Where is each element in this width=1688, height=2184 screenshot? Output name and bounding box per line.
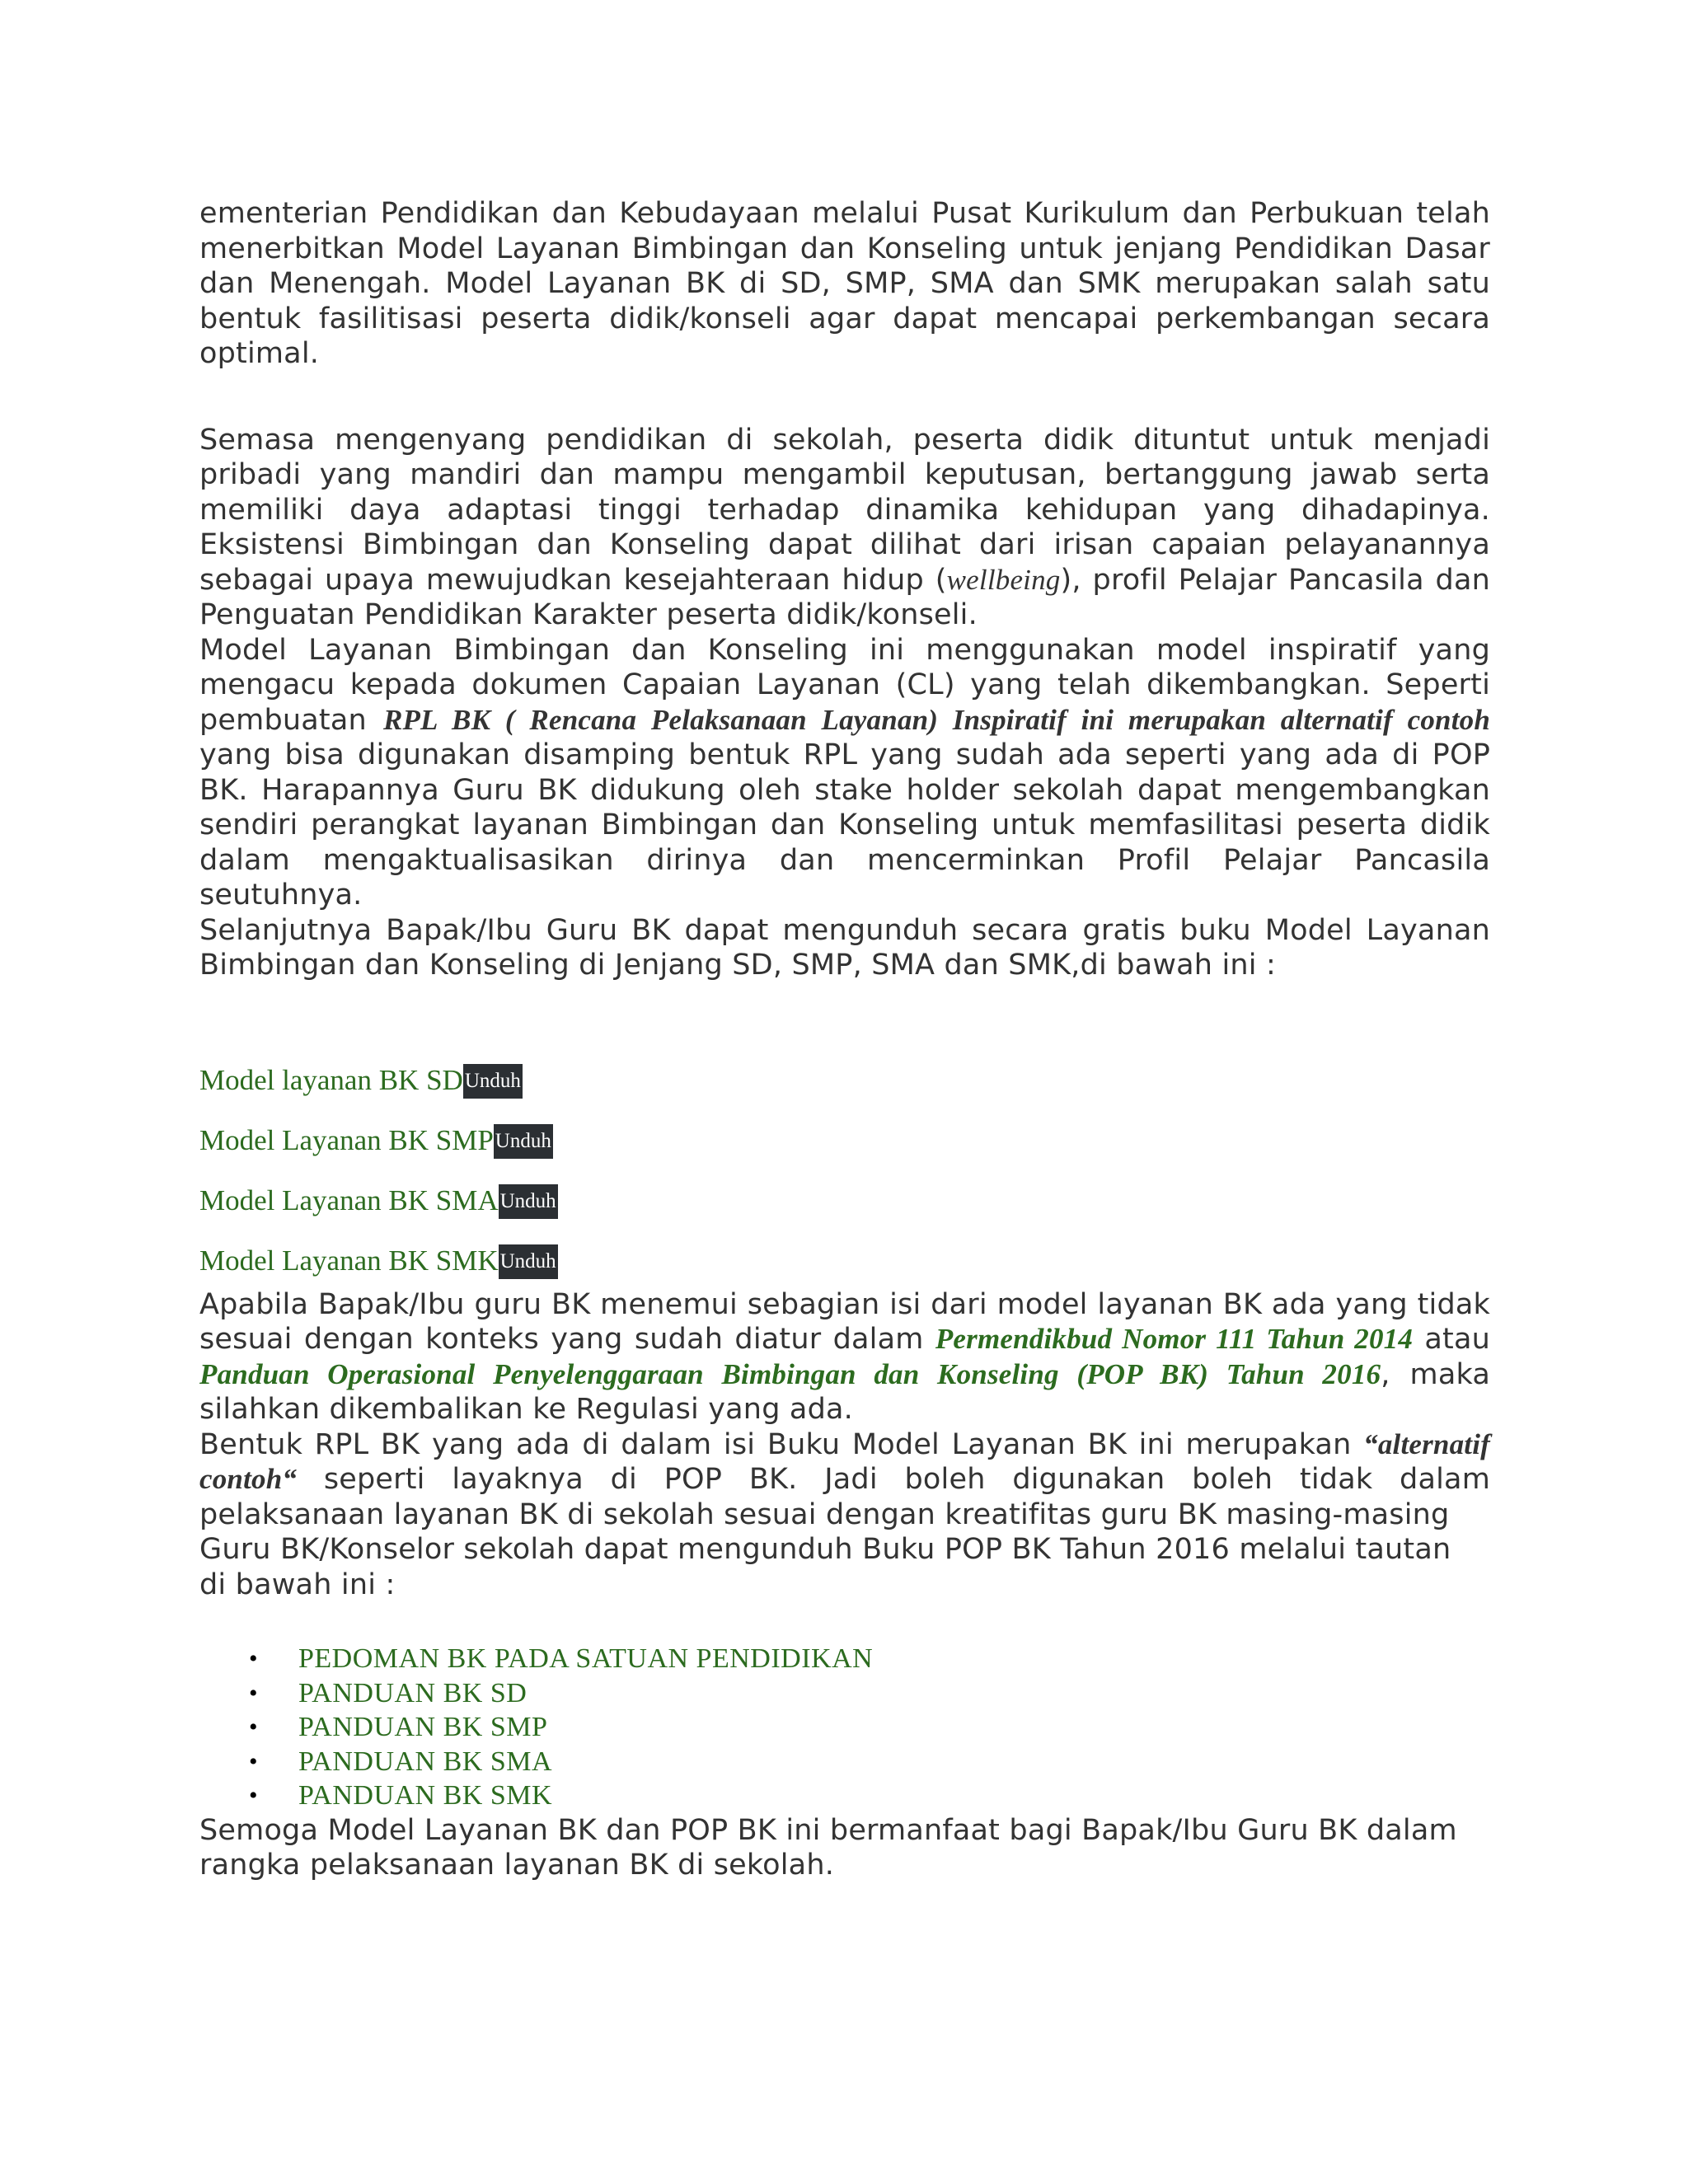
- article-body: [199, 196, 1490, 1883]
- download-link-sma[interactable]: Model Layanan BK SMA: [199, 1183, 499, 1216]
- pop-bk-link[interactable]: Panduan Operasional Penyelenggaraan Bimbingan dan Konseling (POP BK) Tahun 2016: [199, 1357, 1381, 1390]
- unduh-button-sd[interactable]: Unduh: [463, 1064, 523, 1099]
- link-panduan-smk[interactable]: PANDUAN BK SMK: [298, 1780, 553, 1811]
- paragraph-bentuk-rpl: Bentuk RPL BK yang ada di dalam isi Buku Model Layanan BK ini merupakan “alternatif contoh“ seperti layaknya di POP BK. Jadi boleh digunakan boleh tidak dalam pelaksanaan layanan BK di sekolah sesuai dengan kreatifitas guru BK masing-masing: [199, 1427, 1490, 1531]
- unduh-button-smk[interactable]: Unduh: [499, 1244, 558, 1279]
- bullet-icon: •: [249, 1747, 259, 1775]
- link-panduan-smp[interactable]: PANDUAN BK SMP: [298, 1712, 548, 1742]
- bullet-icon: •: [249, 1782, 259, 1809]
- download-item-sma: [199, 1183, 1490, 1219]
- paragraph-model-layanan: Model Layanan Bimbingan dan Konseling ini menggunakan model inspiratif yang mengacu kepada dokumen Capaian Layanan (CL) yang telah dikembangkan. Seperti pembuatan RPL BK ( Rencana Pelaksanaan Layanan) Inspiratif ini merupakan alternatif contoh yang bisa digunakan disamping bentuk RPL yang sudah ada seperti yang ada di POP BK. Harapannya Guru BK didukung oleh stake holder sekolah dapat mengembangkan sendiri perangkat layanan Bimbingan dan Konseling untuk memfasilitasi peserta didik dalam mengaktualisasikan dirinya dan mencerminkan Profil Pelajar Pancasila seutuhnya.: [199, 633, 1490, 912]
- closing-paragraph: Semoga Model Layanan BK dan POP BK ini bermanfaat bagi Bapak/Ibu Guru BK dalam rangka pelaksanaan layanan BK di sekolah.: [199, 1813, 1457, 1882]
- rpl-emphasis: RPL BK ( Rencana Pelaksanaan Layanan) Inspiratif ini merupakan alternatif contoh: [382, 703, 1490, 736]
- intro-paragraph: ementerian Pendidikan dan Kebudayaan melalui Pusat Kurikulum dan Perbukuan telah menerbitkan Model Layanan Bimbingan dan Konseling untuk jenjang Pendidikan Dasar dan Menengah. Model Layanan BK di SD, SMP, SMA dan SMK merupakan salah satu bentuk fasilitisasi peserta didik/konseli agar dapat mencapai perkembangan secara optimal.: [199, 197, 1490, 370]
- list-item: [199, 1745, 1490, 1779]
- list-item: [199, 1642, 1490, 1676]
- paragraph-semasa: Semasa mengenyang pendidikan di sekolah, peserta didik dituntut untuk menjadi pribadi yang mandiri dan mampu mengambil keputusan, bertanggung jawab serta memiliki daya adaptasi tinggi terhadap dinamika kehidupan yang dihadapinya. Eksistensi Bimbingan dan Konseling dapat dilihat dari irisan capaian pelayanannya sebagai upaya mewujudkan kesejahteraan hidup (wellbeing), profil Pelajar Pancasila dan Penguatan Pendidikan Karakter peserta didik/konseli.: [199, 423, 1491, 631]
- link-panduan-sma[interactable]: PANDUAN BK SMA: [298, 1746, 553, 1777]
- bullet-icon: •: [249, 1713, 259, 1741]
- bullet-icon: •: [249, 1645, 259, 1672]
- download-item-smp: [199, 1122, 1490, 1159]
- download-item-sd: [199, 1062, 1490, 1099]
- alternatif-contoh-emphasis: “alternatif contoh“: [199, 1427, 1490, 1495]
- unduh-button-sma[interactable]: Unduh: [499, 1184, 558, 1219]
- bullet-icon: •: [249, 1679, 259, 1707]
- download-list: [199, 1062, 1490, 1279]
- unduh-button-smp[interactable]: Unduh: [494, 1124, 553, 1159]
- download-link-smp[interactable]: Model Layanan BK SMP: [199, 1123, 494, 1156]
- list-item: [199, 1676, 1490, 1711]
- paragraph-selanjutnya: Selanjutnya Bapak/Ibu Guru BK dapat mengunduh secara gratis buku Model Layanan Bimbingan dan Konseling di Jenjang SD, SMP, SMA dan SMK,di bawah ini :: [199, 913, 1490, 982]
- list-item: [199, 1779, 1490, 1813]
- paragraph-apabila: Apabila Bapak/Ibu guru BK menemui sebagian isi dari model layanan BK ada yang tidak sesuai dengan konteks yang sudah diatur dalam Permendikbud Nomor 111 Tahun 2014 atau Panduan Operasional Penyelenggaraan Bimbingan dan Konseling (POP BK) Tahun 2016, maka silahkan dikembalikan ke Regulasi yang ada.: [199, 1287, 1490, 1426]
- paragraph-guru-bk: Guru BK/Konselor sekolah dapat mengunduh Buku POP BK Tahun 2016 melalui tautan di bawah ini :: [199, 1533, 1451, 1601]
- download-link-smk[interactable]: Model Layanan BK SMK: [199, 1244, 499, 1277]
- download-link-sd[interactable]: Model layanan BK SD: [199, 1063, 463, 1096]
- list-item: [199, 1710, 1490, 1745]
- download-item-smk: [199, 1243, 1490, 1279]
- link-pedoman-bk[interactable]: PEDOMAN BK PADA SATUAN PENDIDIKAN: [298, 1643, 874, 1674]
- pop-bk-link-list: [199, 1642, 1490, 1813]
- link-panduan-sd[interactable]: PANDUAN BK SD: [298, 1677, 528, 1708]
- permendikbud-link[interactable]: Permendikbud Nomor 111 Tahun 2014: [935, 1323, 1414, 1355]
